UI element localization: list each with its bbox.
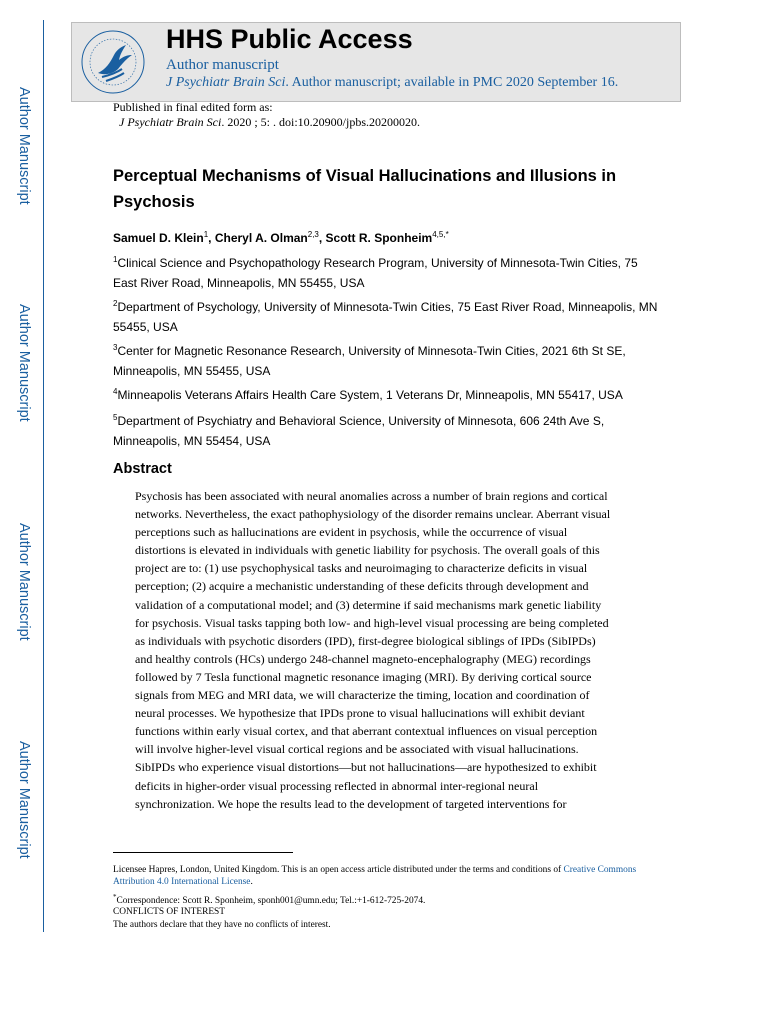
abstract-line: distortions is elevated in individuals with genetic liability for psychosis. The overall goals of this bbox=[135, 543, 600, 558]
hhs-eagle-logo-icon bbox=[80, 29, 146, 95]
abstract-line: SibIPDs who experience visual distortions—but not hallucinations—are hypothesized to exhibit bbox=[135, 760, 597, 775]
abstract-line: project are to: (1) use psychophysical tasks and neuroimaging to characterize deficits in visual bbox=[135, 561, 588, 576]
abstract-line: signals from MEG and MRI data, we will characterize the timing, location and coordination of bbox=[135, 688, 590, 703]
author-name: Cheryl A. Olman bbox=[214, 231, 308, 245]
author-manuscript-stamp: Author Manuscript bbox=[16, 87, 32, 205]
publication-citation bbox=[119, 115, 420, 130]
license-link[interactable]: Creative Commons Attribution 4.0 International License bbox=[113, 865, 637, 887]
affiliation-number: 5 bbox=[113, 413, 118, 422]
license-end: . bbox=[250, 877, 253, 887]
affiliation-2 bbox=[113, 294, 663, 337]
abstract-heading: Abstract bbox=[113, 461, 172, 477]
abstract-line: validation of a computational model; and (3) determine if said mechanisms mark genetic liability bbox=[135, 597, 602, 612]
correspondence-text: Correspondence: Scott R. Sponheim, sponh001@umn.edu; Tel.:+1-612-725-2074. bbox=[116, 896, 426, 907]
margin-rule bbox=[43, 20, 44, 932]
abstract-line: as individuals with psychotic disorders (IPD), first-degree biological siblings of IPDs (SibIPDs) bbox=[135, 633, 596, 648]
author-list: Samuel D. Klein$^1$, Cheryl A. Olman$^{2,3}$, Scott R. Sponheim$^{4,5,*}$ bbox=[113, 230, 449, 245]
affiliation-text: Minneapolis Veterans Affairs Health Care System, 1 Veterans Dr, Minneapolis, MN 55417, USA bbox=[117, 388, 623, 402]
affiliation-text: Department of Psychiatry and Behavioral Science, University of Minnesota, 606 24th Ave S, Minneapolis, MN 55454, USA bbox=[113, 414, 605, 448]
author-affil-mark: 1 bbox=[203, 230, 209, 239]
abstract-line: networks. Nevertheless, the exact pathophysiology of the disorder remains unclear. Aberrant visual bbox=[135, 507, 611, 522]
abstract-line: and healthy controls (HCs) undergo 248-channel magneto-encephalography (MEG) recordings bbox=[135, 651, 591, 666]
author-affil-mark: 2,3 bbox=[307, 230, 319, 239]
affiliation-4 bbox=[113, 382, 663, 406]
affiliation-text: Center for Magnetic Resonance Research, University of Minnesota-Twin Cities, 2021 6th St SE, Minneapolis, MN 55455, USA bbox=[113, 344, 626, 378]
author-manuscript-stamp: Author Manuscript bbox=[16, 304, 32, 422]
license-text: Licensee Hapres, London, United Kingdom. This is an open access article distributed under the terms and conditions of bbox=[113, 865, 564, 875]
journal-name: J Psychiatr Brain Sci bbox=[166, 75, 286, 90]
availability-text: . Author manuscript; available in PMC 2020 September 16. bbox=[285, 75, 619, 90]
license-footnote bbox=[113, 864, 653, 888]
banner-title: HHS Public Access bbox=[166, 24, 413, 54]
affiliation-3 bbox=[113, 338, 663, 381]
author-manuscript-stamp: Author Manuscript bbox=[16, 523, 32, 641]
author-manuscript-stamp: Author Manuscript bbox=[16, 741, 32, 859]
pub-details: . 2020 ; 5: . doi:10.20900/jpbs.20200020. bbox=[221, 115, 420, 129]
author-name: Scott R. Sponheim bbox=[325, 231, 433, 245]
abstract-line: will involve higher-level visual cortical regions and be associated with visual hallucinations. bbox=[135, 742, 579, 757]
abstract-line: neural processes. We hypothesize that IPDs prone to visual hallucinations will exhibit deviant bbox=[135, 706, 585, 721]
footnote-rule bbox=[113, 852, 293, 853]
abstract-line: synchronization. We hope the results lead to the development of targeted interventions for bbox=[135, 796, 567, 811]
article-title: Perceptual Mechanisms of Visual Hallucinations and Illusions in Psychosis bbox=[113, 167, 617, 211]
author-name: Samuel D. Klein bbox=[113, 231, 204, 245]
abstract-line: perceptions such as hallucinations are evident in psychosis, while the occurrence of visual bbox=[135, 525, 568, 540]
author-affil-mark: 4,5,* bbox=[432, 230, 449, 239]
pub-journal: J Psychiatr Brain Sci bbox=[119, 115, 222, 129]
abstract-line: followed by 7 Tesla functional magnetic resonance imaging (MRI). By deriving cortical source bbox=[135, 669, 592, 684]
abstract-line: functions within early visual cortex, and that aberrant contextual influences on visual perception bbox=[135, 724, 598, 739]
affiliation-number: 1 bbox=[113, 255, 118, 264]
affiliation-number: 2 bbox=[113, 299, 118, 308]
published-label: Published in final edited form as: bbox=[113, 100, 273, 114]
pmc-availability bbox=[166, 75, 618, 91]
conflicts-heading: CONFLICTS OF INTEREST bbox=[113, 907, 225, 917]
conflicts-text: The authors declare that they have no conflicts of interest. bbox=[113, 920, 331, 930]
abstract-body bbox=[135, 487, 645, 813]
affiliation-5 bbox=[113, 408, 663, 451]
affiliation-1 bbox=[113, 250, 663, 293]
abstract-line: deficits in higher-order visual processing reflected in abnormal inter-regional neural bbox=[135, 778, 539, 793]
affiliation-number: 4 bbox=[113, 387, 118, 396]
correspondence-footnote bbox=[113, 891, 653, 907]
abstract-line: perception; (2) acquire a mechanistic understanding of these deficits through development and bbox=[135, 579, 589, 594]
hhs-banner bbox=[71, 22, 681, 102]
footnote-mark: * bbox=[113, 893, 117, 901]
author-manuscript-label: Author manuscript bbox=[166, 57, 279, 73]
abstract-line: for psychosis. Visual tasks tapping both low- and high-level visual processing are being completed bbox=[135, 615, 609, 630]
affiliation-text: Clinical Science and Psychopathology Research Program, University of Minnesota-Twin Cities, 75 East River Road, Minneapolis, MN 55455, USA bbox=[113, 256, 638, 290]
affiliation-text: Department of Psychology, University of Minnesota-Twin Cities, 75 East River Road, Minneapolis, MN 55455, USA bbox=[113, 300, 658, 334]
affiliation-number: 3 bbox=[113, 343, 118, 352]
abstract-line: Psychosis has been associated with neural anomalies across a number of brain regions and cortical bbox=[135, 489, 608, 503]
